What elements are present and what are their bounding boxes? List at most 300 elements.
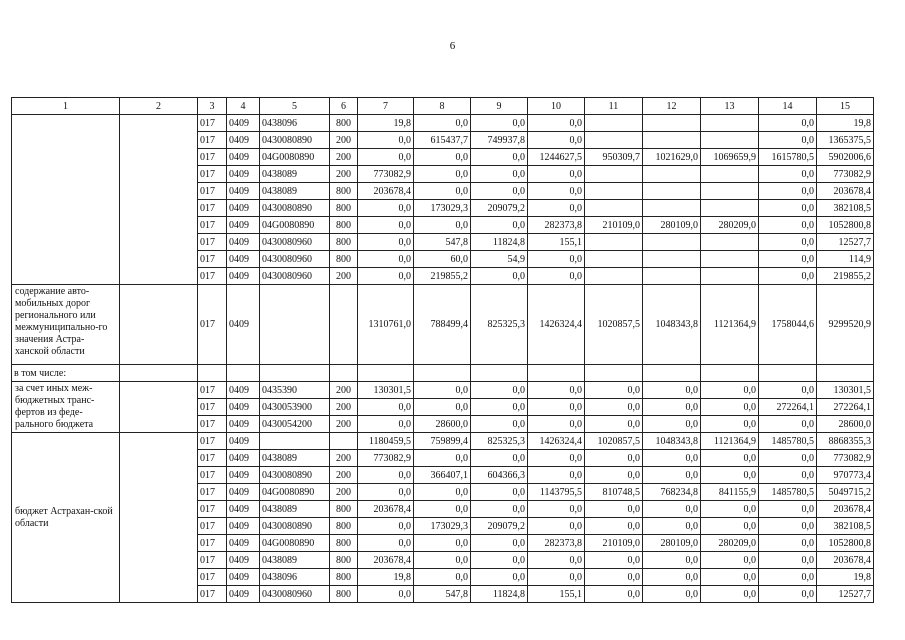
cell-col-8: 0,0 <box>414 183 471 200</box>
cell-col-9: 0,0 <box>471 115 528 132</box>
cell-col-11: 210109,0 <box>585 217 643 234</box>
cell-col-4: 0409 <box>227 217 260 234</box>
cell-col-5: 0438096 <box>260 115 330 132</box>
cell-col-8: 788499,4 <box>414 285 471 365</box>
cell-col-9: 0,0 <box>471 552 528 569</box>
cell-col-7: 203678,4 <box>358 501 414 518</box>
cell-col-14: 0,0 <box>759 115 817 132</box>
cell-col-8: 219855,2 <box>414 268 471 285</box>
cell-col-9: 0,0 <box>471 382 528 399</box>
cell-col-4: 0409 <box>227 234 260 251</box>
cell-col-13 <box>701 268 759 285</box>
cell-col-15: 130301,5 <box>817 382 874 399</box>
header-row <box>12 98 874 115</box>
federal-transfers-description: за счет иных меж-бюджетных транс-фертов из феде-рального бюджета <box>12 382 120 433</box>
cell-col-7: 1310761,0 <box>358 285 414 365</box>
cell-col-14: 0,0 <box>759 183 817 200</box>
cell-col-5 <box>260 285 330 365</box>
cell-col-10: 1426324,4 <box>528 433 585 450</box>
cell-col-8: 547,8 <box>414 234 471 251</box>
cell-col-3: 017 <box>198 217 227 234</box>
cell-col-15: 970773,4 <box>817 467 874 484</box>
in-total-empty-6 <box>330 365 358 382</box>
cell-col-14: 0,0 <box>759 450 817 467</box>
cell-col-11: 0,0 <box>585 569 643 586</box>
group1-desc-cell <box>12 115 120 285</box>
cell-col-12 <box>643 166 701 183</box>
cell-col-13 <box>701 251 759 268</box>
cell-col-13: 0,0 <box>701 552 759 569</box>
cell-col-3: 017 <box>198 183 227 200</box>
cell-col-8: 0,0 <box>414 166 471 183</box>
cell-col-12: 0,0 <box>643 416 701 433</box>
cell-col-15: 1052800,8 <box>817 535 874 552</box>
cell-col-6 <box>330 433 358 450</box>
cell-col-11: 1020857,5 <box>585 433 643 450</box>
budget-table <box>11 97 874 603</box>
cell-col-12 <box>643 234 701 251</box>
cell-col-14: 0,0 <box>759 518 817 535</box>
cell-col-6: 800 <box>330 552 358 569</box>
cell-col-6 <box>330 285 358 365</box>
cell-col-3: 017 <box>198 535 227 552</box>
cell-col-13 <box>701 200 759 217</box>
cell-col-6: 200 <box>330 450 358 467</box>
cell-col-13: 280209,0 <box>701 535 759 552</box>
cell-col-15: 203678,4 <box>817 183 874 200</box>
cell-col-4: 0409 <box>227 285 260 365</box>
cell-col-13 <box>701 115 759 132</box>
cell-col-14: 0,0 <box>759 416 817 433</box>
cell-col-13: 841155,9 <box>701 484 759 501</box>
cell-col-7: 0,0 <box>358 200 414 217</box>
cell-col-10: 0,0 <box>528 501 585 518</box>
cell-col-3: 017 <box>198 285 227 365</box>
cell-col-8: 0,0 <box>414 535 471 552</box>
cell-col-6: 200 <box>330 467 358 484</box>
header-col-2: 2 <box>120 98 198 115</box>
cell-col-6: 200 <box>330 166 358 183</box>
in-total-empty-14 <box>759 365 817 382</box>
cell-col-15: 9299520,9 <box>817 285 874 365</box>
cell-col-6: 800 <box>330 251 358 268</box>
cell-col-5 <box>260 433 330 450</box>
cell-col-12: 0,0 <box>643 552 701 569</box>
cell-col-11: 950309,7 <box>585 149 643 166</box>
cell-col-12: 1048343,8 <box>643 433 701 450</box>
cell-col-4: 0409 <box>227 268 260 285</box>
cell-col-4: 0409 <box>227 535 260 552</box>
cell-col-3: 017 <box>198 586 227 603</box>
cell-col-3: 017 <box>198 501 227 518</box>
cell-col-3: 017 <box>198 268 227 285</box>
cell-col-7: 773082,9 <box>358 166 414 183</box>
cell-col-11 <box>585 166 643 183</box>
cell-col-6: 200 <box>330 399 358 416</box>
cell-col-12: 280109,0 <box>643 217 701 234</box>
cell-col-6: 800 <box>330 217 358 234</box>
cell-col-14: 0,0 <box>759 467 817 484</box>
cell-col-15: 5049715,2 <box>817 484 874 501</box>
cell-col-15: 19,8 <box>817 569 874 586</box>
cell-col-8: 547,8 <box>414 586 471 603</box>
cell-col-14: 0,0 <box>759 552 817 569</box>
cell-col-14: 0,0 <box>759 382 817 399</box>
cell-col-12: 280109,0 <box>643 535 701 552</box>
cell-col-11 <box>585 200 643 217</box>
cell-col-10: 0,0 <box>528 382 585 399</box>
cell-col-3: 017 <box>198 416 227 433</box>
cell-col-7: 0,0 <box>358 467 414 484</box>
cell-col-12 <box>643 268 701 285</box>
cell-col-11 <box>585 234 643 251</box>
cell-col-8: 366407,1 <box>414 467 471 484</box>
cell-col-3: 017 <box>198 518 227 535</box>
cell-col-15: 272264,1 <box>817 399 874 416</box>
cell-col-3: 017 <box>198 467 227 484</box>
cell-col-14: 1615780,5 <box>759 149 817 166</box>
cell-col-14: 0,0 <box>759 501 817 518</box>
cell-col-15: 114,9 <box>817 251 874 268</box>
cell-col-4: 0409 <box>227 518 260 535</box>
cell-col-5: 04G0080890 <box>260 535 330 552</box>
cell-col-6: 800 <box>330 234 358 251</box>
cell-col-6: 200 <box>330 382 358 399</box>
cell-col-10: 0,0 <box>528 569 585 586</box>
cell-col-6: 200 <box>330 132 358 149</box>
cell-col-7: 0,0 <box>358 251 414 268</box>
cell-col-14: 0,0 <box>759 234 817 251</box>
cell-col-11 <box>585 115 643 132</box>
cell-col-6: 200 <box>330 484 358 501</box>
cell-col-10: 0,0 <box>528 450 585 467</box>
cell-col-15: 1365375,5 <box>817 132 874 149</box>
table-row-in-total <box>12 365 874 382</box>
cell-col-7: 203678,4 <box>358 183 414 200</box>
cell-col-4: 0409 <box>227 569 260 586</box>
cell-col-5: 0430080890 <box>260 200 330 217</box>
cell-col-11: 0,0 <box>585 586 643 603</box>
cell-col-10: 0,0 <box>528 132 585 149</box>
cell-col-7: 130301,5 <box>358 382 414 399</box>
in-total-empty-15 <box>817 365 874 382</box>
cell-col-12 <box>643 200 701 217</box>
cell-col-7: 0,0 <box>358 586 414 603</box>
cell-col-4: 0409 <box>227 115 260 132</box>
cell-col-4: 0409 <box>227 586 260 603</box>
cell-col-12 <box>643 251 701 268</box>
cell-col-9: 0,0 <box>471 450 528 467</box>
cell-col-8: 0,0 <box>414 450 471 467</box>
cell-col-7: 0,0 <box>358 399 414 416</box>
cell-col-12: 1021629,0 <box>643 149 701 166</box>
cell-col-7: 203678,4 <box>358 552 414 569</box>
cell-col-10: 155,1 <box>528 586 585 603</box>
cell-col-13 <box>701 183 759 200</box>
cell-col-5: 0430080960 <box>260 234 330 251</box>
cell-col-11: 0,0 <box>585 501 643 518</box>
cell-col-11: 0,0 <box>585 467 643 484</box>
cell-col-3: 017 <box>198 569 227 586</box>
cell-col-8: 0,0 <box>414 382 471 399</box>
cell-col-4: 0409 <box>227 433 260 450</box>
cell-col-11 <box>585 268 643 285</box>
cell-col-13: 0,0 <box>701 382 759 399</box>
cell-col-15: 773082,9 <box>817 166 874 183</box>
cell-col-13: 1069659,9 <box>701 149 759 166</box>
cell-col-8: 615437,7 <box>414 132 471 149</box>
cell-col-10: 0,0 <box>528 251 585 268</box>
group2-col2-cell <box>120 285 198 365</box>
header-col-14: 14 <box>759 98 817 115</box>
cell-col-12: 1048343,8 <box>643 285 701 365</box>
cell-col-8: 173029,3 <box>414 518 471 535</box>
cell-col-6: 800 <box>330 183 358 200</box>
in-total-empty-5 <box>260 365 330 382</box>
header-col-11: 11 <box>585 98 643 115</box>
header-col-7: 7 <box>358 98 414 115</box>
header-col-1: 1 <box>12 98 120 115</box>
cell-col-10: 0,0 <box>528 467 585 484</box>
cell-col-9: 0,0 <box>471 166 528 183</box>
cell-col-11: 0,0 <box>585 399 643 416</box>
in-total-empty-12 <box>643 365 701 382</box>
cell-col-13: 0,0 <box>701 399 759 416</box>
cell-col-11 <box>585 183 643 200</box>
header-col-3: 3 <box>198 98 227 115</box>
cell-col-4: 0409 <box>227 501 260 518</box>
cell-col-14: 0,0 <box>759 535 817 552</box>
cell-col-13 <box>701 166 759 183</box>
cell-col-5: 0430080890 <box>260 467 330 484</box>
cell-col-15: 12527,7 <box>817 586 874 603</box>
cell-col-13: 1121364,9 <box>701 433 759 450</box>
cell-col-5: 0438096 <box>260 569 330 586</box>
cell-col-15: 28600,0 <box>817 416 874 433</box>
cell-col-3: 017 <box>198 166 227 183</box>
cell-col-3: 017 <box>198 450 227 467</box>
cell-col-11: 0,0 <box>585 552 643 569</box>
cell-col-6: 200 <box>330 149 358 166</box>
cell-col-11: 0,0 <box>585 518 643 535</box>
cell-col-10: 0,0 <box>528 200 585 217</box>
cell-col-12 <box>643 183 701 200</box>
cell-col-7: 19,8 <box>358 115 414 132</box>
cell-col-6: 800 <box>330 518 358 535</box>
cell-col-10: 282373,8 <box>528 217 585 234</box>
cell-col-4: 0409 <box>227 552 260 569</box>
cell-col-9: 0,0 <box>471 183 528 200</box>
cell-col-10: 1143795,5 <box>528 484 585 501</box>
table-row <box>12 115 874 132</box>
cell-col-5: 0430080890 <box>260 518 330 535</box>
cell-col-3: 017 <box>198 115 227 132</box>
cell-col-3: 017 <box>198 484 227 501</box>
cell-col-15: 773082,9 <box>817 450 874 467</box>
cell-col-3: 017 <box>198 382 227 399</box>
cell-col-3: 017 <box>198 433 227 450</box>
cell-col-4: 0409 <box>227 450 260 467</box>
cell-col-13: 0,0 <box>701 518 759 535</box>
cell-col-10: 0,0 <box>528 183 585 200</box>
cell-col-5: 0430054200 <box>260 416 330 433</box>
cell-col-10: 0,0 <box>528 166 585 183</box>
cell-col-9: 0,0 <box>471 217 528 234</box>
cell-col-6: 800 <box>330 501 358 518</box>
cell-col-11: 0,0 <box>585 416 643 433</box>
cell-col-15: 19,8 <box>817 115 874 132</box>
table-row-maintenance <box>12 285 874 365</box>
cell-col-8: 0,0 <box>414 399 471 416</box>
cell-col-14: 272264,1 <box>759 399 817 416</box>
cell-col-15: 382108,5 <box>817 518 874 535</box>
cell-col-9: 0,0 <box>471 569 528 586</box>
cell-col-8: 759899,4 <box>414 433 471 450</box>
cell-col-4: 0409 <box>227 399 260 416</box>
cell-col-5: 0430080960 <box>260 251 330 268</box>
cell-col-7: 1180459,5 <box>358 433 414 450</box>
cell-col-14: 0,0 <box>759 217 817 234</box>
cell-col-5: 0438089 <box>260 450 330 467</box>
cell-col-12: 0,0 <box>643 467 701 484</box>
cell-col-6: 200 <box>330 268 358 285</box>
group1-col2-cell <box>120 115 198 285</box>
cell-col-13: 0,0 <box>701 569 759 586</box>
cell-col-9: 749937,8 <box>471 132 528 149</box>
cell-col-11: 0,0 <box>585 450 643 467</box>
header-col-15: 15 <box>817 98 874 115</box>
in-total-empty-8 <box>414 365 471 382</box>
cell-col-9: 11824,8 <box>471 234 528 251</box>
cell-col-9: 209079,2 <box>471 200 528 217</box>
cell-col-3: 017 <box>198 132 227 149</box>
maintenance-description: содержание авто-мобильных дорог регионального или межмуниципально-го значения Астра-ханской области <box>12 285 120 365</box>
header-col-9: 9 <box>471 98 528 115</box>
cell-col-8: 0,0 <box>414 552 471 569</box>
cell-col-8: 173029,3 <box>414 200 471 217</box>
cell-col-11: 1020857,5 <box>585 285 643 365</box>
cell-col-7: 0,0 <box>358 535 414 552</box>
cell-col-14: 1485780,5 <box>759 484 817 501</box>
cell-col-9: 0,0 <box>471 268 528 285</box>
page-number: 6 <box>449 40 456 52</box>
cell-col-7: 19,8 <box>358 569 414 586</box>
cell-col-7: 773082,9 <box>358 450 414 467</box>
cell-col-3: 017 <box>198 200 227 217</box>
cell-col-6: 200 <box>330 416 358 433</box>
cell-col-4: 0409 <box>227 149 260 166</box>
cell-col-9: 0,0 <box>471 484 528 501</box>
cell-col-8: 0,0 <box>414 569 471 586</box>
cell-col-6: 800 <box>330 200 358 217</box>
cell-col-7: 0,0 <box>358 149 414 166</box>
cell-col-9: 0,0 <box>471 501 528 518</box>
cell-col-15: 382108,5 <box>817 200 874 217</box>
cell-col-10: 1426324,4 <box>528 285 585 365</box>
in-total-label: в том числе: <box>12 365 120 382</box>
cell-col-9: 0,0 <box>471 535 528 552</box>
cell-col-5: 04G0080890 <box>260 217 330 234</box>
in-total-empty-9 <box>471 365 528 382</box>
cell-col-8: 0,0 <box>414 115 471 132</box>
cell-col-4: 0409 <box>227 416 260 433</box>
cell-col-10: 282373,8 <box>528 535 585 552</box>
cell-col-5: 0438089 <box>260 183 330 200</box>
cell-col-4: 0409 <box>227 166 260 183</box>
cell-col-12: 0,0 <box>643 501 701 518</box>
table-row <box>12 382 874 399</box>
cell-col-11: 210109,0 <box>585 535 643 552</box>
cell-col-12: 0,0 <box>643 518 701 535</box>
cell-col-8: 0,0 <box>414 149 471 166</box>
cell-col-10: 0,0 <box>528 518 585 535</box>
cell-col-6: 800 <box>330 586 358 603</box>
cell-col-7: 0,0 <box>358 484 414 501</box>
cell-col-5: 04G0080890 <box>260 149 330 166</box>
cell-col-5: 0430080960 <box>260 586 330 603</box>
cell-col-5: 0438089 <box>260 501 330 518</box>
in-total-empty-13 <box>701 365 759 382</box>
cell-col-7: 0,0 <box>358 234 414 251</box>
cell-col-14: 1758044,6 <box>759 285 817 365</box>
cell-col-5: 0430080890 <box>260 132 330 149</box>
cell-col-14: 0,0 <box>759 200 817 217</box>
cell-col-8: 28600,0 <box>414 416 471 433</box>
header-col-12: 12 <box>643 98 701 115</box>
cell-col-10: 0,0 <box>528 399 585 416</box>
cell-col-14: 1485780,5 <box>759 433 817 450</box>
cell-col-4: 0409 <box>227 132 260 149</box>
cell-col-4: 0409 <box>227 484 260 501</box>
cell-col-5: 0438089 <box>260 166 330 183</box>
cell-col-8: 0,0 <box>414 484 471 501</box>
cell-col-6: 800 <box>330 535 358 552</box>
cell-col-13 <box>701 132 759 149</box>
cell-col-4: 0409 <box>227 183 260 200</box>
cell-col-13: 1121364,9 <box>701 285 759 365</box>
cell-col-12 <box>643 132 701 149</box>
cell-col-12: 0,0 <box>643 382 701 399</box>
cell-col-9: 0,0 <box>471 149 528 166</box>
cell-col-13: 0,0 <box>701 450 759 467</box>
cell-col-13: 0,0 <box>701 586 759 603</box>
cell-col-7: 0,0 <box>358 217 414 234</box>
table-row <box>12 433 874 450</box>
cell-col-9: 0,0 <box>471 399 528 416</box>
cell-col-5: 0438089 <box>260 552 330 569</box>
cell-col-8: 0,0 <box>414 217 471 234</box>
cell-col-7: 0,0 <box>358 518 414 535</box>
in-total-col2 <box>120 365 198 382</box>
group4-col2-cell <box>120 433 198 603</box>
cell-col-11 <box>585 251 643 268</box>
in-total-empty-10 <box>528 365 585 382</box>
cell-col-4: 0409 <box>227 200 260 217</box>
header-col-13: 13 <box>701 98 759 115</box>
cell-col-15: 8868355,3 <box>817 433 874 450</box>
cell-col-13: 280209,0 <box>701 217 759 234</box>
in-total-empty-4 <box>227 365 260 382</box>
cell-col-15: 203678,4 <box>817 552 874 569</box>
in-total-empty-11 <box>585 365 643 382</box>
cell-col-13 <box>701 234 759 251</box>
cell-col-15: 12527,7 <box>817 234 874 251</box>
cell-col-15: 1052800,8 <box>817 217 874 234</box>
cell-col-9: 209079,2 <box>471 518 528 535</box>
cell-col-6: 800 <box>330 569 358 586</box>
cell-col-15: 5902006,6 <box>817 149 874 166</box>
cell-col-5: 04G0080890 <box>260 484 330 501</box>
